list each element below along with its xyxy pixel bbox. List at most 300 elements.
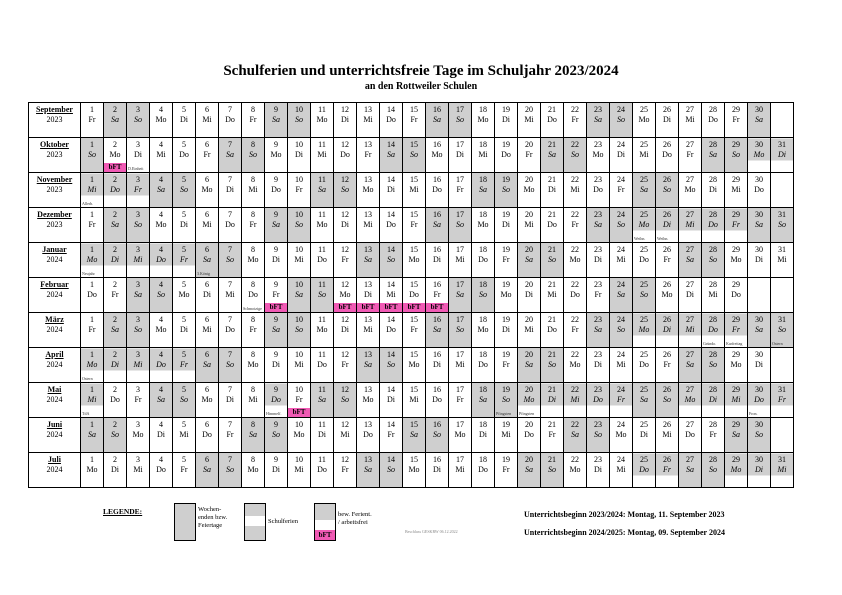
day-number: 11 <box>318 210 326 219</box>
month-row <box>29 278 794 313</box>
day-number: 26 <box>663 175 671 184</box>
weekday-label: Fr <box>180 465 188 474</box>
weekday-label: Mi <box>133 360 143 369</box>
day-cell <box>219 383 242 418</box>
legend-bft-swatch <box>314 503 336 541</box>
day-cell <box>334 173 357 208</box>
day-number: 9 <box>274 315 278 324</box>
day-cell <box>587 173 610 208</box>
weekday-label: Do <box>524 430 534 439</box>
weekday-label: Fr <box>732 115 740 124</box>
day-number: 24 <box>617 385 625 394</box>
day-number: 19 <box>502 210 510 219</box>
day-cell <box>564 313 587 348</box>
weekday-label: Mo <box>270 150 282 159</box>
day-cell <box>426 348 449 383</box>
day-number: 4 <box>159 175 163 184</box>
month-year: 2023 <box>46 185 63 194</box>
month-label-cell <box>29 383 81 418</box>
day-number: 15 <box>410 210 418 219</box>
day-number: 7 <box>228 385 232 394</box>
weekday-label: Mo <box>86 360 98 369</box>
day-cell <box>472 383 495 418</box>
day-number: 22 <box>571 420 579 429</box>
weekday-label: Di <box>617 150 625 159</box>
day-cell <box>518 348 541 383</box>
day-number: 6 <box>205 280 209 289</box>
weekday-label: Sa <box>88 430 96 439</box>
day-number: 18 <box>479 385 487 394</box>
weekday-label: So <box>456 220 464 229</box>
day-cell <box>173 418 196 453</box>
day-number: 4 <box>159 210 163 219</box>
weekday-label: Mo <box>730 255 742 264</box>
day-number: 3 <box>136 455 140 464</box>
weekday-label: Do <box>156 465 166 474</box>
weekday-label: Sa <box>686 255 694 264</box>
day-cell <box>472 103 495 138</box>
weekday-label: So <box>778 325 786 334</box>
day-cell <box>127 278 150 313</box>
day-cell <box>656 348 679 383</box>
day-number: 7 <box>228 455 232 464</box>
weekday-label: Mo <box>155 325 167 334</box>
day-cell <box>242 418 265 453</box>
day-number: 23 <box>594 210 602 219</box>
day-number: 28 <box>709 245 717 254</box>
day-number: 31 <box>778 210 786 219</box>
day-cell <box>656 453 679 488</box>
day-cell <box>725 208 748 243</box>
weekday-label: Mo <box>109 150 121 159</box>
day-cell <box>242 173 265 208</box>
weekday-label: Do <box>478 465 488 474</box>
day-cell <box>104 348 127 383</box>
day-cell <box>288 348 311 383</box>
day-cell <box>104 313 127 348</box>
day-number: 12 <box>341 175 349 184</box>
day-cell <box>426 313 449 348</box>
weekday-label: Sa <box>594 325 602 334</box>
month-year: 2024 <box>46 290 63 299</box>
school-start-2023: Unterrichtsbeginn 2023/2024: Montag, 11. September 2023 <box>524 510 725 519</box>
day-number: 24 <box>617 105 625 114</box>
weekday-label: So <box>479 290 487 299</box>
day-number: 10 <box>295 140 303 149</box>
day-number: 16 <box>433 105 441 114</box>
weekday-label: Fr <box>88 115 96 124</box>
weekday-label: Mi <box>248 395 258 404</box>
day-number: 16 <box>433 385 441 394</box>
weekday-label: So <box>134 220 142 229</box>
day-cell <box>357 418 380 453</box>
month-year: 2023 <box>46 115 63 124</box>
weekday-label: Do <box>708 115 718 124</box>
weekday-label: Sa <box>617 290 625 299</box>
weekday-label: Mo <box>247 255 259 264</box>
day-number: 2 <box>113 140 117 149</box>
day-number: 9 <box>274 175 278 184</box>
day-number: 11 <box>318 455 326 464</box>
day-number: 7 <box>228 140 232 149</box>
day-number: 20 <box>525 455 533 464</box>
day-number: 30 <box>755 245 763 254</box>
day-cell <box>518 453 541 488</box>
day-number: 11 <box>318 315 326 324</box>
day-cell <box>725 453 748 488</box>
day-number: 17 <box>456 280 464 289</box>
day-number: 12 <box>341 280 349 289</box>
empty-cell <box>771 348 794 383</box>
day-number: 22 <box>571 455 579 464</box>
day-number: 18 <box>479 245 487 254</box>
day-cell <box>150 173 173 208</box>
day-cell <box>150 453 173 488</box>
day-number: 7 <box>228 105 232 114</box>
day-cell <box>334 103 357 138</box>
weekday-label: Di <box>663 325 671 334</box>
day-number: 20 <box>525 245 533 254</box>
weekday-label: Sa <box>525 360 533 369</box>
weekday-label: Mi <box>133 465 143 474</box>
weekday-label: Do <box>156 360 166 369</box>
day-cell <box>518 173 541 208</box>
month-year: 2023 <box>46 150 63 159</box>
day-number: 6 <box>205 245 209 254</box>
day-cell <box>587 383 610 418</box>
day-number: 28 <box>709 315 717 324</box>
day-number: 27 <box>686 385 694 394</box>
day-number: 4 <box>159 315 163 324</box>
day-cell <box>748 208 771 243</box>
day-cell <box>196 208 219 243</box>
day-number: 20 <box>525 350 533 359</box>
day-number: 9 <box>274 455 278 464</box>
day-number: 29 <box>732 455 740 464</box>
weekday-label: Mi <box>455 465 465 474</box>
legend-holiday-swatch <box>244 503 266 541</box>
day-cell <box>656 383 679 418</box>
day-number: 17 <box>456 245 464 254</box>
weekday-label: So <box>456 115 464 124</box>
month-name: März <box>45 315 64 324</box>
day-number: 14 <box>387 455 395 464</box>
weekday-label: Sa <box>571 430 579 439</box>
weekday-label: Fr <box>571 220 579 229</box>
day-cell <box>242 208 265 243</box>
day-cell <box>518 243 541 278</box>
day-number: 29 <box>732 315 740 324</box>
weekday-label: So <box>341 185 349 194</box>
weekday-label: Di <box>594 360 602 369</box>
weekday-label: So <box>709 465 717 474</box>
weekday-label: Fr <box>111 290 119 299</box>
day-cell <box>495 453 518 488</box>
day-cell <box>564 138 587 173</box>
day-number: 20 <box>525 210 533 219</box>
month-row <box>29 453 794 488</box>
day-cell <box>334 313 357 348</box>
holiday-note: Fron. <box>749 411 758 416</box>
day-number: 4 <box>159 455 163 464</box>
weekday-label: Mo <box>431 150 443 159</box>
day-cell <box>81 173 104 208</box>
day-cell <box>541 313 564 348</box>
day-number: 16 <box>433 280 441 289</box>
day-number: 27 <box>686 105 694 114</box>
day-cell <box>426 383 449 418</box>
day-number: 20 <box>525 105 533 114</box>
day-number: 30 <box>755 420 763 429</box>
day-number: 23 <box>594 280 602 289</box>
day-number: 28 <box>709 280 717 289</box>
weekday-label: Mo <box>523 395 535 404</box>
day-cell <box>127 208 150 243</box>
weekday-label: Mo <box>408 360 420 369</box>
weekday-label: Do <box>179 150 189 159</box>
day-number: 1 <box>90 210 94 219</box>
weekday-label: Mo <box>730 360 742 369</box>
weekday-label: Sa <box>157 395 165 404</box>
weekday-label: Fr <box>525 150 533 159</box>
day-cell <box>150 278 173 313</box>
month-name: November <box>36 175 73 184</box>
page-title: Schulferien und unterrichtsfreie Tage im Schuljahr 2023/2024 <box>223 63 619 79</box>
weekday-label: Do <box>317 465 327 474</box>
day-number: 27 <box>686 140 694 149</box>
weekday-label: Mo <box>638 115 650 124</box>
day-number: 23 <box>594 420 602 429</box>
weekday-label: So <box>295 325 303 334</box>
day-number: 15 <box>410 105 418 114</box>
month-label-cell <box>29 418 81 453</box>
weekday-label: So <box>226 465 234 474</box>
day-cell <box>449 418 472 453</box>
weekday-label: Di <box>755 255 763 264</box>
day-cell <box>449 453 472 488</box>
weekday-label: Do <box>432 185 442 194</box>
day-number: 6 <box>205 385 209 394</box>
day-cell <box>472 348 495 383</box>
day-cell <box>150 418 173 453</box>
weekday-label: Mi <box>777 255 787 264</box>
day-cell <box>357 313 380 348</box>
day-number: 27 <box>686 280 694 289</box>
day-number: 8 <box>251 280 255 289</box>
day-cell <box>679 138 702 173</box>
weekday-label: Di <box>180 325 188 334</box>
day-number: 24 <box>617 140 625 149</box>
day-cell <box>196 243 219 278</box>
weekday-label: Sa <box>640 395 648 404</box>
weekday-label: Sa <box>249 430 257 439</box>
weekday-label: Sa <box>755 325 763 334</box>
day-number: 13 <box>364 175 372 184</box>
weekday-label: Do <box>639 360 649 369</box>
day-cell <box>219 453 242 488</box>
day-cell <box>472 313 495 348</box>
day-cell <box>633 278 656 313</box>
day-cell <box>219 278 242 313</box>
weekday-label: Mo <box>316 115 328 124</box>
day-number: 17 <box>456 420 464 429</box>
month-label-cell <box>29 278 81 313</box>
weekday-label: Sa <box>640 185 648 194</box>
weekday-label: So <box>410 150 418 159</box>
weekday-label: Do <box>593 395 603 404</box>
day-cell <box>633 103 656 138</box>
day-cell <box>265 138 288 173</box>
weekday-label: Mi <box>87 395 97 404</box>
day-number: 14 <box>387 140 395 149</box>
weekday-label: Sa <box>433 115 441 124</box>
day-number: 21 <box>548 350 556 359</box>
day-number: 24 <box>617 175 625 184</box>
day-cell <box>242 383 265 418</box>
day-number: 6 <box>205 350 209 359</box>
day-number: 15 <box>410 315 418 324</box>
day-cell <box>403 313 426 348</box>
day-cell <box>196 138 219 173</box>
month-label-cell <box>29 243 81 278</box>
day-cell <box>196 103 219 138</box>
day-cell <box>472 278 495 313</box>
legend-weekend-label: Wochen- enden bzw. Feiertage <box>198 506 228 529</box>
day-cell <box>81 383 104 418</box>
day-cell <box>564 348 587 383</box>
weekday-label: Do <box>110 395 120 404</box>
month-label-cell <box>29 173 81 208</box>
day-number: 1 <box>90 175 94 184</box>
day-cell <box>541 138 564 173</box>
day-number: 30 <box>755 455 763 464</box>
school-start-2024: Unterrichtsbeginn 2024/2025: Montag, 09. September 2024 <box>524 528 725 537</box>
legend-holiday-label: Schulferien <box>268 518 298 525</box>
day-number: 5 <box>182 175 186 184</box>
weekday-label: So <box>249 150 257 159</box>
day-cell <box>127 313 150 348</box>
weekday-label: So <box>111 430 119 439</box>
day-cell <box>288 278 311 313</box>
day-number: 15 <box>410 245 418 254</box>
weekday-label: So <box>88 150 96 159</box>
day-number: 22 <box>571 280 579 289</box>
weekday-label: Di <box>157 430 165 439</box>
day-cell <box>495 103 518 138</box>
weekday-label: Mo <box>247 360 259 369</box>
day-number: 7 <box>228 315 232 324</box>
day-number: 19 <box>502 455 510 464</box>
day-cell <box>495 383 518 418</box>
day-cell <box>587 278 610 313</box>
day-cell <box>288 103 311 138</box>
weekday-label: So <box>617 115 625 124</box>
weekday-label: Fr <box>295 185 303 194</box>
day-number: 11 <box>318 105 326 114</box>
holiday-note: Pfingsten <box>519 411 535 416</box>
weekday-label: Sa <box>364 360 372 369</box>
day-number: 29 <box>732 105 740 114</box>
day-number: 29 <box>732 280 740 289</box>
weekday-label: Fr <box>134 395 142 404</box>
day-number: 28 <box>709 455 717 464</box>
day-cell <box>426 208 449 243</box>
decision-note: Beschluss GESKRW 06.12.2022 <box>405 529 458 534</box>
weekday-label: Sa <box>157 185 165 194</box>
day-number: 17 <box>456 350 464 359</box>
day-number: 14 <box>387 350 395 359</box>
weekday-label: Do <box>156 255 166 264</box>
day-number: 18 <box>479 315 487 324</box>
weekday-label: So <box>226 255 234 264</box>
weekday-label: Do <box>225 325 235 334</box>
weekday-label: Fr <box>88 220 96 229</box>
weekday-label: Fr <box>387 430 395 439</box>
day-cell <box>173 278 196 313</box>
weekday-label: Di <box>502 115 510 124</box>
day-number: 26 <box>663 245 671 254</box>
day-cell <box>357 278 380 313</box>
day-number: 22 <box>571 105 579 114</box>
weekday-label: Do <box>547 220 557 229</box>
month-label-cell <box>29 103 81 138</box>
weekday-label: Mo <box>638 220 650 229</box>
day-number: 13 <box>364 105 372 114</box>
holiday-note: Gründo. <box>703 341 717 346</box>
weekday-label: So <box>709 360 717 369</box>
weekday-label: Di <box>548 395 556 404</box>
weekday-label: Mo <box>569 255 581 264</box>
weekday-label: Mo <box>592 150 604 159</box>
weekday-label: Sa <box>686 465 694 474</box>
day-number: 10 <box>295 245 303 254</box>
day-cell <box>564 418 587 453</box>
weekday-label: Mi <box>708 290 718 299</box>
weekday-label: Di <box>134 150 142 159</box>
day-number: 31 <box>778 140 786 149</box>
weekday-label: So <box>663 395 671 404</box>
day-cell <box>265 208 288 243</box>
day-number: 16 <box>433 315 441 324</box>
day-cell <box>702 173 725 208</box>
day-number: 2 <box>113 105 117 114</box>
weekday-label: Di <box>272 255 280 264</box>
day-cell <box>357 453 380 488</box>
weekday-label: Do <box>248 290 258 299</box>
weekday-label: Mo <box>247 465 259 474</box>
weekday-label: Mi <box>616 465 626 474</box>
day-cell <box>564 103 587 138</box>
weekday-label: Do <box>754 185 764 194</box>
day-number: 25 <box>640 385 648 394</box>
weekday-label: Sa <box>295 290 303 299</box>
weekday-label: Fr <box>272 290 280 299</box>
day-cell <box>380 313 403 348</box>
day-number: 6 <box>205 455 209 464</box>
day-number: 5 <box>182 385 186 394</box>
weekday-label: Fr <box>663 255 671 264</box>
weekday-label: Fr <box>732 325 740 334</box>
weekday-label: Sa <box>594 115 602 124</box>
day-number: 30 <box>755 105 763 114</box>
day-number: 30 <box>755 210 763 219</box>
day-cell <box>449 383 472 418</box>
day-cell <box>449 313 472 348</box>
day-number: 18 <box>479 140 487 149</box>
weekday-label: So <box>709 255 717 264</box>
day-number: 31 <box>778 385 786 394</box>
weekday-label: Di <box>387 185 395 194</box>
